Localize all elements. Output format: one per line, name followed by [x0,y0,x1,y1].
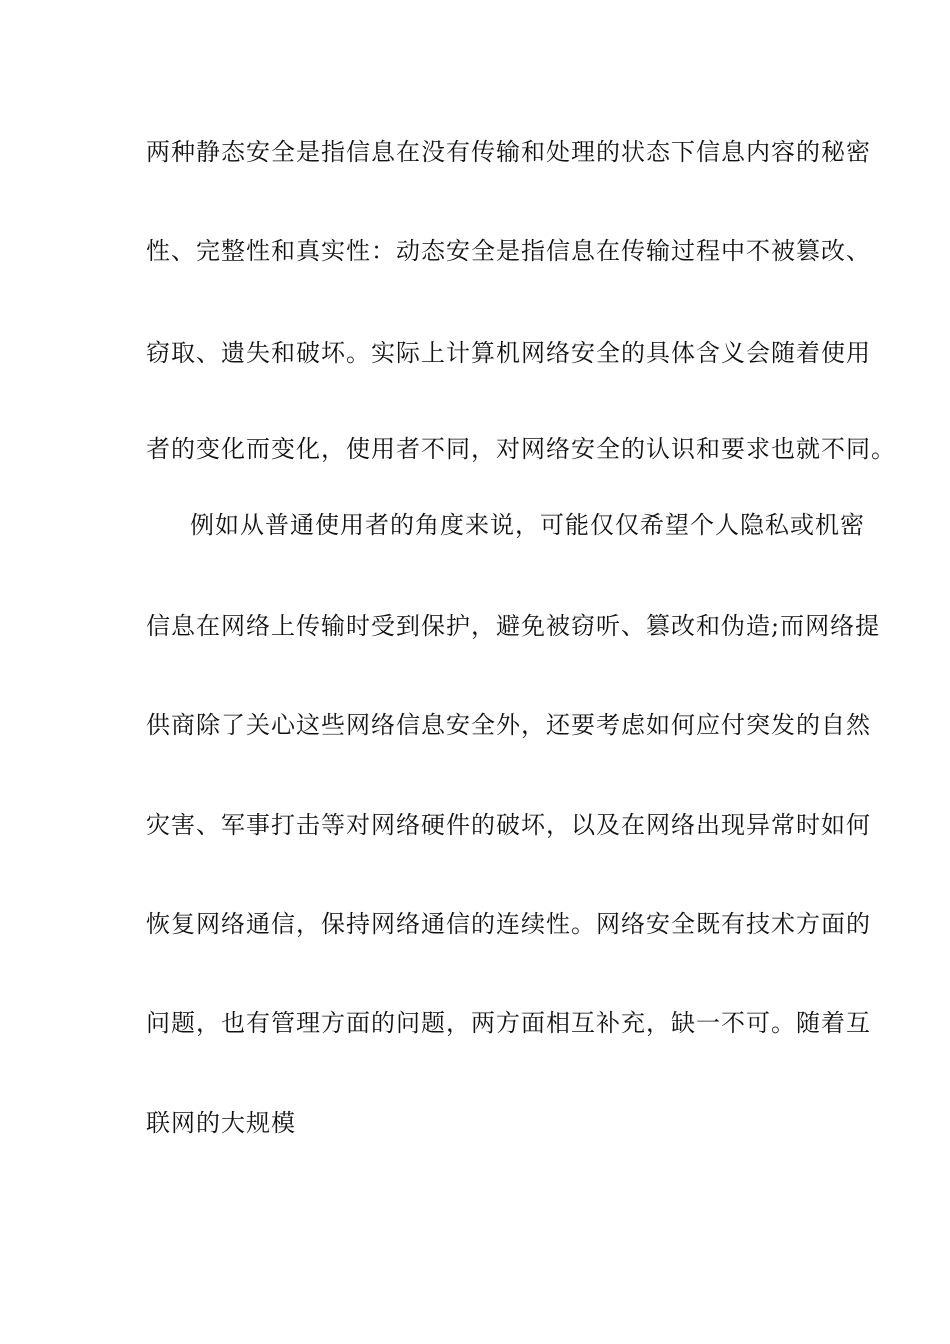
text-line: 问题，也有管理方面的问题，两方面相互补充，缺一不可。随着互 [146,1009,871,1037]
text-line-paragraph-start: 例如从普通使用者的角度来说，可能仅仅希望个人隐私或机密 [190,511,865,539]
text-line: 窃取、遗失和破坏。实际上计算机网络安全的具体含义会随着使用 [146,339,871,367]
text-line: 灾害、军事打击等对网络硬件的破坏，以及在网络出现异常时如何 [146,811,871,839]
text-line: 供商除了关心这些网络信息安全外，还要考虑如何应付突发的自然 [146,711,871,739]
text-line: 两种静态安全是指信息在没有传输和处理的状态下信息内容的秘密 [146,138,871,166]
text-line: 联网的大规模 [146,1109,296,1137]
text-line: 者的变化而变化，使用者不同，对网络安全的认识和要求也就不同。 [146,435,896,463]
text-line: 恢复网络通信，保持网络通信的连续性。网络安全既有技术方面的 [146,910,871,938]
text-line: 性、完整性和真实性：动态安全是指信息在传输过程中不被篡改、 [146,237,871,265]
text-line: 信息在网络上传输时受到保护，避免被窃听、篡改和伪造;而网络提 [146,612,881,640]
